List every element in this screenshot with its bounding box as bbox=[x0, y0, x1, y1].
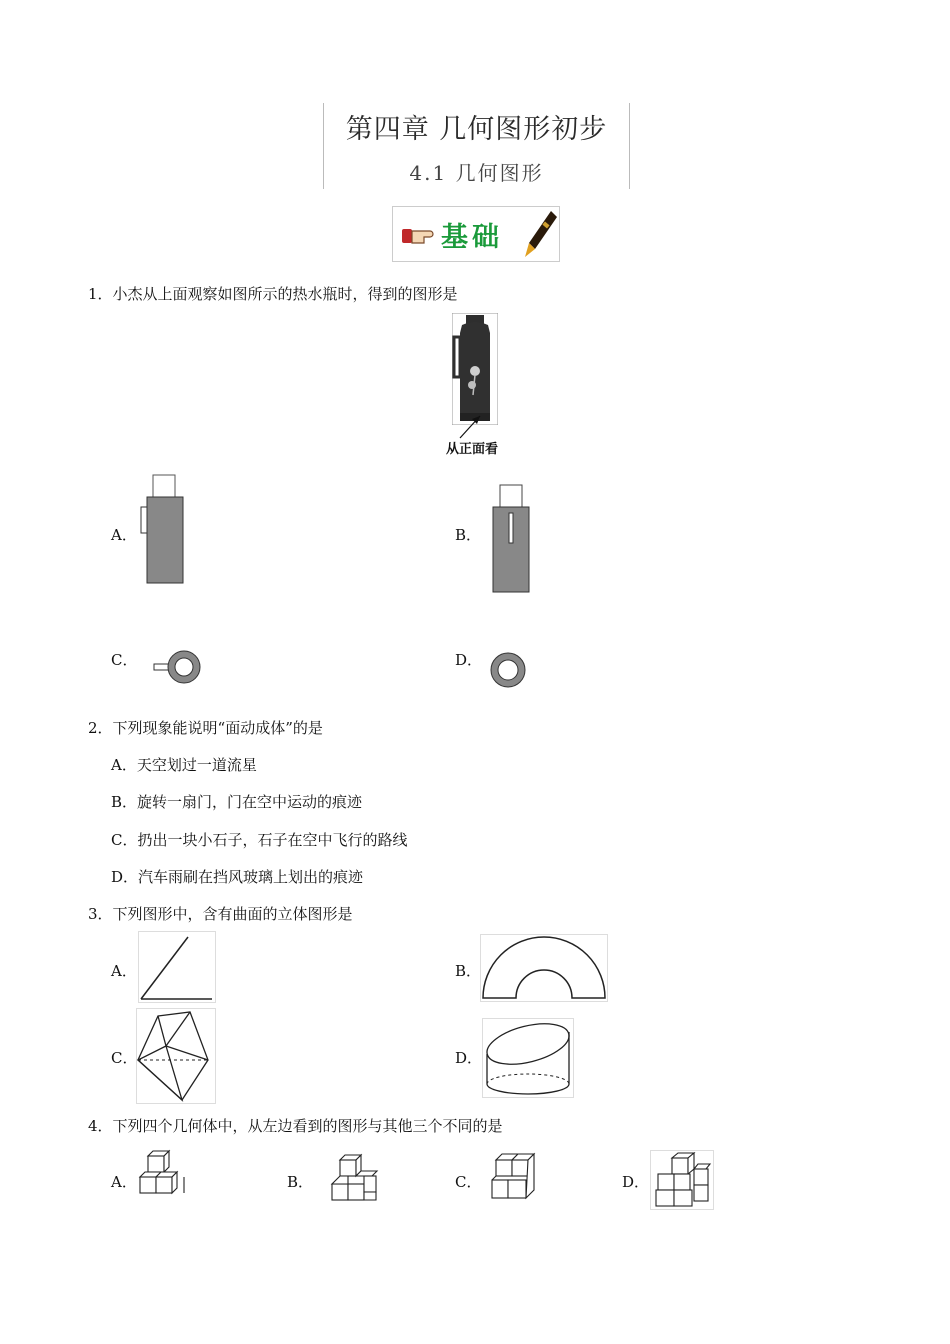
option-d-figure[interactable] bbox=[650, 1150, 714, 1210]
option-b-figure[interactable] bbox=[480, 934, 608, 1002]
option-c-label[interactable]: C． bbox=[111, 651, 138, 669]
option-b-label[interactable]: B． bbox=[455, 962, 482, 980]
option-b-figure[interactable] bbox=[490, 483, 532, 595]
question-number: 1． bbox=[88, 285, 113, 303]
section-title: 4.1 几何图形 bbox=[409, 161, 544, 185]
option-a[interactable] bbox=[111, 755, 257, 775]
option-label: C． bbox=[111, 831, 138, 849]
option-d-label[interactable]: D． bbox=[622, 1173, 650, 1191]
option-d-figure[interactable] bbox=[482, 1018, 574, 1098]
question-1 bbox=[88, 284, 458, 304]
pointing-hand-icon bbox=[401, 221, 435, 247]
figure-caption: 从正面看 bbox=[446, 442, 499, 457]
option-text: 天空划过一道流星 bbox=[136, 756, 257, 774]
option-c-figure[interactable] bbox=[152, 648, 204, 688]
option-c-label[interactable]: C． bbox=[455, 1173, 482, 1191]
option-label: B． bbox=[111, 793, 138, 811]
option-text: 旋转一扇门，门在空中运动的痕迹 bbox=[137, 793, 363, 811]
question-stem: 下列四个几何体中，从左边看到的图形与其他三个不同的是 bbox=[112, 1117, 503, 1135]
question-2 bbox=[88, 718, 323, 738]
option-b-figure[interactable] bbox=[328, 1150, 384, 1208]
thermos-photo bbox=[452, 313, 498, 425]
basics-badge bbox=[392, 206, 560, 262]
option-b[interactable] bbox=[111, 792, 362, 812]
option-label: D． bbox=[111, 868, 139, 886]
option-d[interactable] bbox=[111, 867, 363, 887]
option-a-label[interactable]: A． bbox=[111, 526, 137, 544]
option-d-figure[interactable] bbox=[488, 650, 528, 690]
chapter-title: 第四章 几何图形初步 bbox=[345, 114, 608, 145]
question-stem: 下列图形中，含有曲面的立体图形是 bbox=[112, 905, 353, 923]
option-a-label[interactable]: A． bbox=[111, 962, 137, 980]
question-number: 2． bbox=[88, 719, 113, 737]
option-a-figure[interactable] bbox=[138, 1148, 190, 1204]
question-number: 4． bbox=[88, 1117, 113, 1135]
option-b-label[interactable]: B． bbox=[287, 1173, 314, 1191]
arrow-icon bbox=[456, 412, 486, 440]
option-a-figure[interactable] bbox=[139, 473, 185, 587]
option-a-figure[interactable] bbox=[138, 931, 216, 1003]
option-c-figure[interactable] bbox=[136, 1008, 216, 1104]
option-text: 扔出一块小石子，石子在空中飞行的路线 bbox=[137, 831, 408, 849]
question-number: 3． bbox=[88, 905, 113, 923]
chapter-title-box bbox=[323, 103, 630, 189]
option-b-label[interactable]: B． bbox=[455, 526, 482, 544]
question-stem: 小杰从上面观察如图所示的热水瓶时，得到的图形是 bbox=[112, 285, 458, 303]
option-c[interactable] bbox=[111, 830, 408, 850]
option-d-label[interactable]: D． bbox=[455, 1049, 483, 1067]
option-d-label[interactable]: D． bbox=[455, 651, 483, 669]
option-c-label[interactable]: C． bbox=[111, 1049, 138, 1067]
question-stem: 下列现象能说明“面动成体”的是 bbox=[112, 719, 323, 737]
option-c-figure[interactable] bbox=[488, 1150, 548, 1208]
question-3 bbox=[88, 904, 353, 924]
option-text: 汽车雨刷在挡风玻璃上划出的痕迹 bbox=[138, 868, 364, 886]
option-a-label[interactable]: A． bbox=[111, 1173, 137, 1191]
option-label: A． bbox=[111, 756, 137, 774]
question-4 bbox=[88, 1116, 503, 1136]
badge-label: 基础 bbox=[441, 222, 503, 253]
fountain-pen-icon bbox=[523, 209, 557, 259]
